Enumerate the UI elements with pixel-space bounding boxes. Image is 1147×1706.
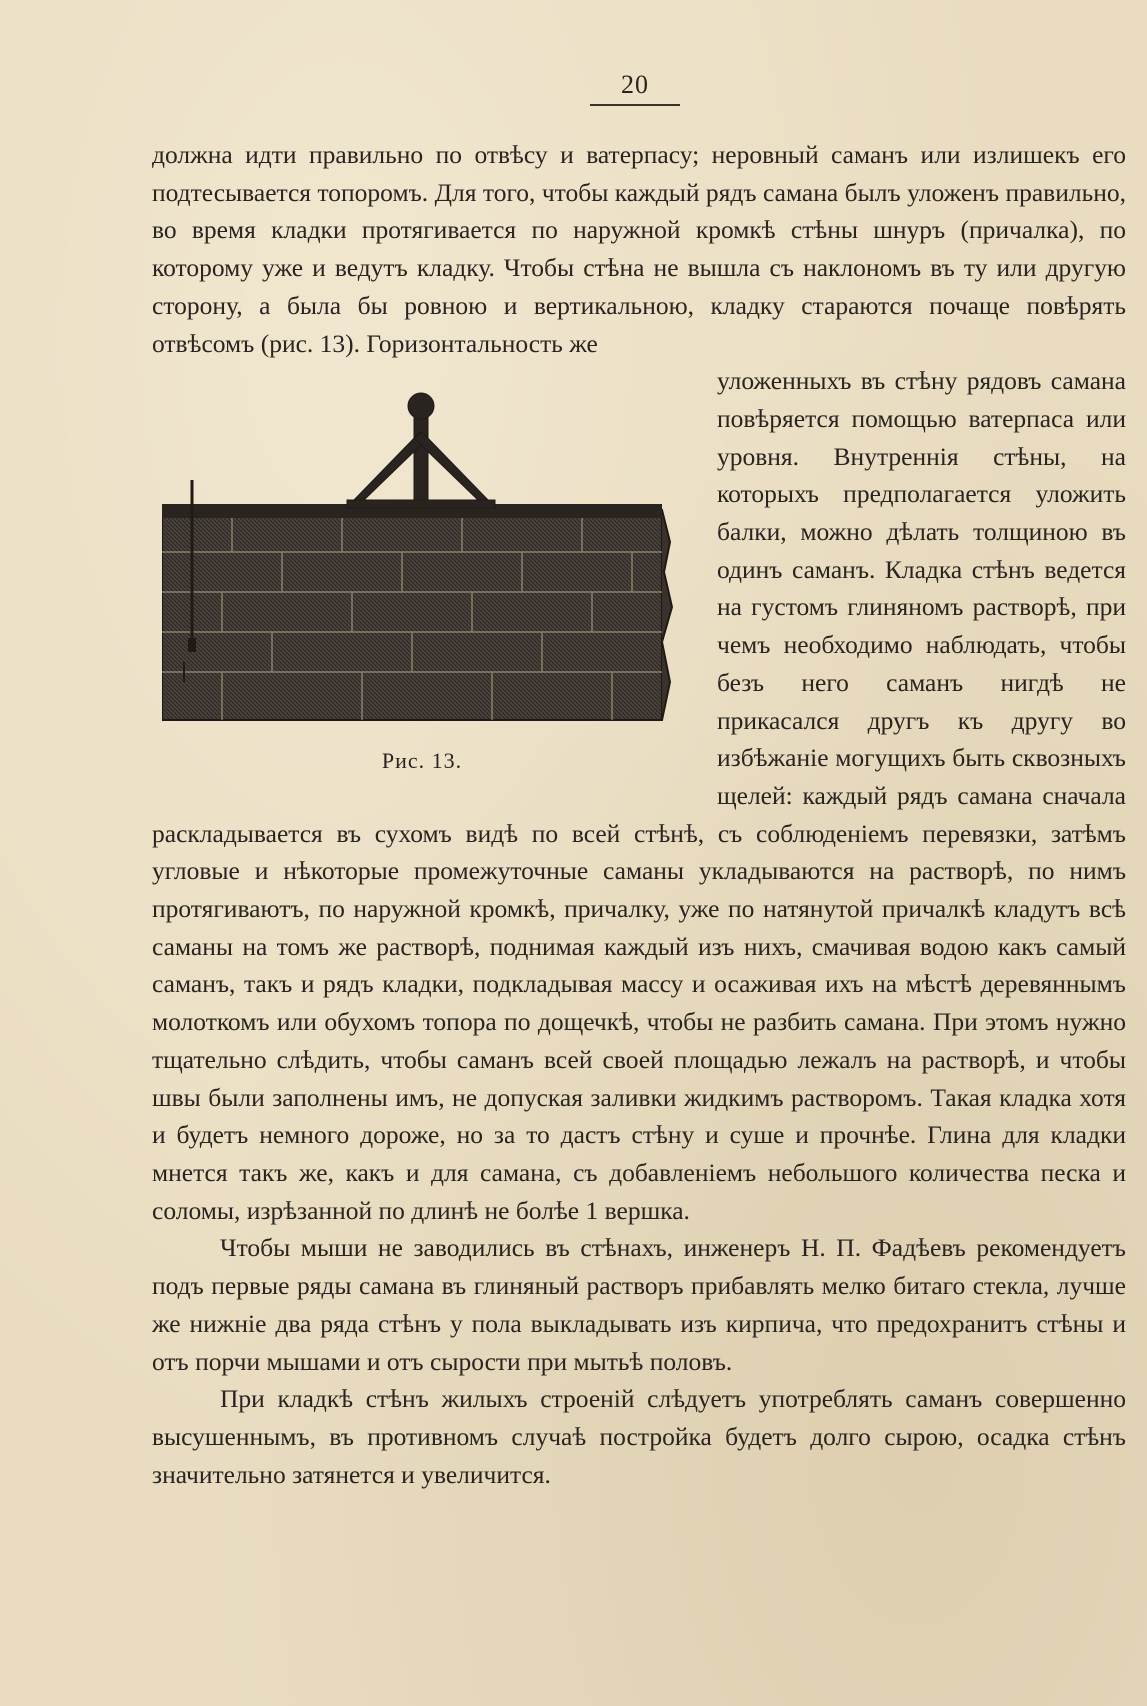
paragraph-3: При кладкѣ стѣнъ жилыхъ строеній слѣдуетъ употреблять саманъ совершенно высушеннымъ, въ противномъ случаѣ постройка будетъ долго сырою, осадка стѣнъ значительно затянется и увеличится. <box>152 1384 1126 1489</box>
wall-plumb-illustration <box>162 392 702 722</box>
figure-caption: Рис. 13. <box>381 748 463 774</box>
paragraph-1-continued: уложенныхъ въ стѣну рядовъ самана повѣряется помощью ватерпаса или уровня. Внутреннія стѣны, на которыхъ предполагается уложить балки, можно дѣлать толщиною въ одинъ саманъ. Кладка стѣнъ ведется на густомъ глиняномъ растворѣ, при чемъ необходимо наблюдать, чтобы безъ него саманъ нигдѣ не прикасался другъ къ другу во избѣжаніе могущихъ быть сквозныхъ щелей: каждый рядъ самана сначала раскладывается въ сухомъ видѣ по всей стѣнѣ, съ соблюденіемъ перевязки, затѣмъ угловые и нѣкоторые промежуточные саманы укладываются на растворѣ, по нимъ протягиваютъ, по наружной кромкѣ, причалку, уже по натянутой причалкѣ кладутъ всѣ саманы на томъ же растворѣ, поднимая каждый изъ нихъ, смачивая водою какъ самый саманъ, такъ и рядъ кладки, подкладывая массу и осаживая ихъ на мѣстѣ деревяннымъ молоткомъ или обухомъ топора по дощечкѣ, чтобы не разбить самана. При этомъ нужно тщательно слѣдить, чтобы саманъ всей своей площадью лежалъ на растворѣ, и чтобы швы были заполнены имъ, не допуская заливки жидкимъ растворомъ. Такая кладка хотя и будетъ немного дороже, но за то дастъ стѣну и суше и прочнѣе. Глина для кладки мнется такъ же, какъ и для самана, съ добавленіемъ небольшого количества песка и соломы, изрѣзанной по длинѣ не болѣе 1 вершка. <box>152 366 1126 1225</box>
body-text <box>152 136 1126 1493</box>
page-number-rule <box>590 104 680 106</box>
figure-13 <box>152 362 717 784</box>
page-number: 20 <box>621 70 649 99</box>
paragraph-1-top: должна идти правильно по отвѣсу и ватерпасу; неровный саманъ или излишекъ его подтесывается топоромъ. Для того, чтобы каждый рядъ самана былъ уложенъ правильно, во время кладки протягивается по наружной кромкѣ стѣны шнуръ (причалка), по которому уже и ведутъ кладку. Чтобы стѣна не вышла съ наклономъ въ ту или другую сторону, а была бы ровною и вертикальною, кладку стараются почаще повѣрять отвѣсомъ (рис. 13). Горизонтальность же <box>152 140 1126 358</box>
paragraph-2: Чтобы мыши не заводились въ стѣнахъ, инженеръ Н. П. Фадѣевъ рекомендуетъ подъ первые ряды самана въ глиняный растворъ прибавлять мелко битаго стекла, лучше же нижніе два ряда стѣнъ у пола выкладывать изъ кирпича, что предохранитъ стѣны и отъ порчи мышами и отъ сырости при мытьѣ половъ. <box>152 1233 1126 1376</box>
